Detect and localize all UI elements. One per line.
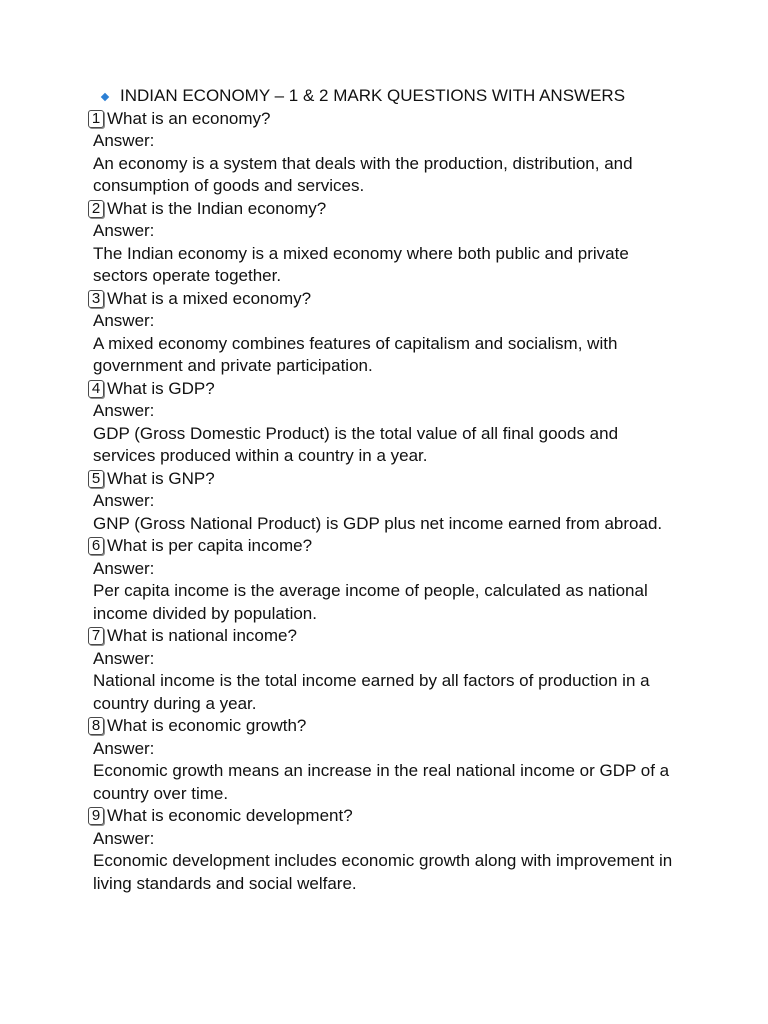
answer-label: Answer: bbox=[93, 311, 155, 330]
document-title: INDIAN ECONOMY – 1 & 2 MARK QUESTIONS WITH ANSWERS bbox=[120, 86, 626, 105]
question-row bbox=[86, 625, 686, 648]
answer-text: An economy is a system that deals with the production, distribution, and consumption of goods and services. bbox=[93, 153, 633, 195]
answer-text: GNP (Gross National Product) is GDP plus net income earned from abroad. bbox=[93, 513, 663, 533]
question-text: What is GDP? bbox=[107, 378, 215, 398]
question-row bbox=[86, 198, 686, 221]
number-badge-icon: 2 bbox=[88, 200, 104, 218]
question-block-3 bbox=[86, 288, 686, 378]
question-block-5 bbox=[86, 468, 686, 536]
question-block-4 bbox=[86, 378, 686, 468]
question-text: What is GNP? bbox=[107, 468, 215, 488]
answer-text: GDP (Gross Domestic Product) is the total value of all final goods and services produced within a country in a year. bbox=[93, 423, 619, 465]
number-badge-icon: 1 bbox=[88, 110, 104, 128]
number-badge-icon: 4 bbox=[88, 380, 104, 398]
question-block-8 bbox=[86, 715, 686, 805]
number-badge-icon: 5 bbox=[88, 470, 104, 488]
answer-label: Answer: bbox=[93, 131, 155, 150]
number-badge-icon: 7 bbox=[88, 627, 104, 645]
question-text: What is economic growth? bbox=[107, 716, 307, 735]
number-badge-icon: 6 bbox=[88, 537, 104, 555]
answer-label: Answer: bbox=[93, 828, 155, 848]
question-row bbox=[86, 288, 686, 311]
question-row bbox=[86, 468, 686, 491]
question-text: What is per capita income? bbox=[107, 536, 313, 555]
answer-text: Economic development includes economic growth along with improvement in living standards and social welfare. bbox=[93, 851, 673, 893]
question-block-6 bbox=[86, 535, 686, 625]
answer-text: A mixed economy combines features of capitalism and socialism, with government and private participation. bbox=[93, 333, 618, 375]
question-row bbox=[86, 715, 686, 738]
number-badge-icon: 9 bbox=[88, 807, 104, 825]
question-block-1 bbox=[86, 108, 686, 198]
document-content bbox=[86, 85, 686, 895]
question-row bbox=[86, 805, 686, 828]
answer-label: Answer: bbox=[93, 491, 155, 510]
number-badge-icon: 8 bbox=[88, 717, 104, 735]
answer-label: Answer: bbox=[93, 558, 155, 578]
answer-label: Answer: bbox=[93, 401, 155, 420]
answer-text: Economic growth means an increase in the real national income or GDP of a country over time. bbox=[93, 761, 670, 803]
answer-text: Per capita income is the average income of people, calculated as national income divided by population. bbox=[93, 581, 648, 623]
answer-text: National income is the total income earned by all factors of production in a country during a year. bbox=[93, 671, 650, 713]
answer-label: Answer: bbox=[93, 738, 155, 758]
question-block-7 bbox=[86, 625, 686, 715]
answer-text: The Indian economy is a mixed economy where both public and private sectors operate together. bbox=[93, 243, 629, 285]
question-text: What is an economy? bbox=[107, 108, 271, 128]
question-text: What is a mixed economy? bbox=[107, 288, 312, 308]
answer-label: Answer: bbox=[93, 221, 155, 240]
question-text: What is national income? bbox=[107, 626, 297, 645]
question-row bbox=[86, 535, 686, 558]
answer-label: Answer: bbox=[93, 648, 155, 668]
question-text: What is the Indian economy? bbox=[107, 198, 327, 218]
question-block-2 bbox=[86, 198, 686, 288]
question-text: What is economic development? bbox=[107, 806, 353, 825]
question-row bbox=[86, 108, 686, 131]
question-row bbox=[86, 378, 686, 401]
blue-diamond-bullet-icon bbox=[101, 93, 109, 101]
document-title-row bbox=[86, 85, 686, 108]
number-badge-icon: 3 bbox=[88, 290, 104, 308]
question-block-9 bbox=[86, 805, 686, 895]
